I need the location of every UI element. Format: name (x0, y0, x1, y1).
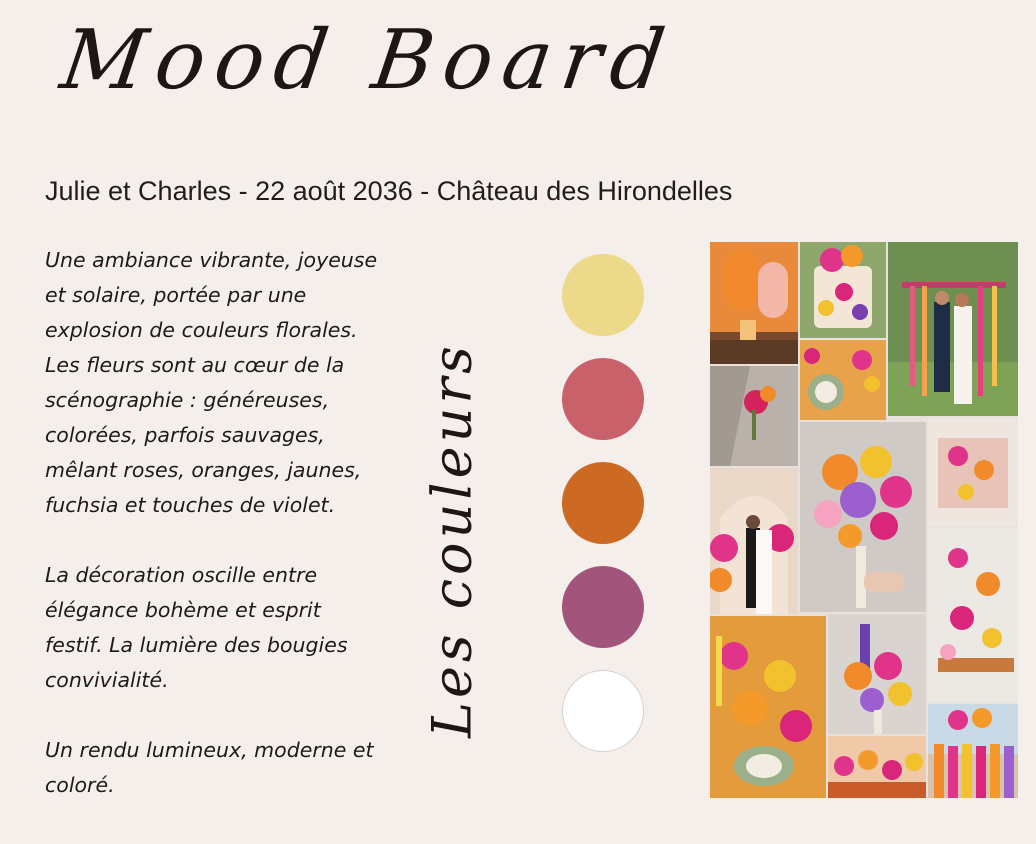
page-title: Mood Board (55, 13, 681, 108)
photo-flower-bar (828, 736, 926, 798)
photo-ribbon-arch (888, 242, 1018, 416)
description-paragraph-3: Un rendu lumineux, moderne et coloré. (45, 738, 374, 797)
color-swatch-rose (562, 358, 644, 440)
photo-flower-cake (800, 242, 886, 338)
event-subtitle: Julie et Charles - 22 août 2036 - Château des Hirondelles (45, 176, 733, 206)
photo-boutonniere (710, 366, 798, 466)
color-swatch-white (562, 670, 644, 752)
description-text (45, 243, 405, 803)
photo-colorful-bouquet (800, 422, 926, 612)
photo-couple-arch (710, 468, 798, 614)
photo-pink-chairs (928, 418, 1018, 526)
photo-table-setting (800, 340, 886, 420)
color-swatch-yellow (562, 254, 644, 336)
photo-citrus-table (710, 616, 826, 798)
photo-collage (710, 242, 1018, 798)
color-swatch-orange (562, 462, 644, 544)
photo-bridesmaids (928, 704, 1018, 798)
description-paragraph-1: Une ambiance vibrante, joyeuse et solaire, portée par une explosion de couleurs florales. Les fleurs sont au cœur de la scénographie : généreuses, colorées, parfois sauvages, mêlant roses, oranges, jaunes, fuchsia et touches de violet. (45, 248, 378, 517)
color-palette (562, 254, 646, 774)
description-paragraph-2: La décoration oscille entre élégance bohème et esprit festif. La lumière des bougies convivialité. (45, 563, 348, 692)
palette-label: Les couleurs (420, 342, 484, 738)
photo-hanging-flowers (928, 528, 1018, 702)
color-swatch-plum (562, 566, 644, 648)
photo-purple-bouquet (828, 614, 926, 734)
photo-orange-signage (710, 242, 798, 364)
